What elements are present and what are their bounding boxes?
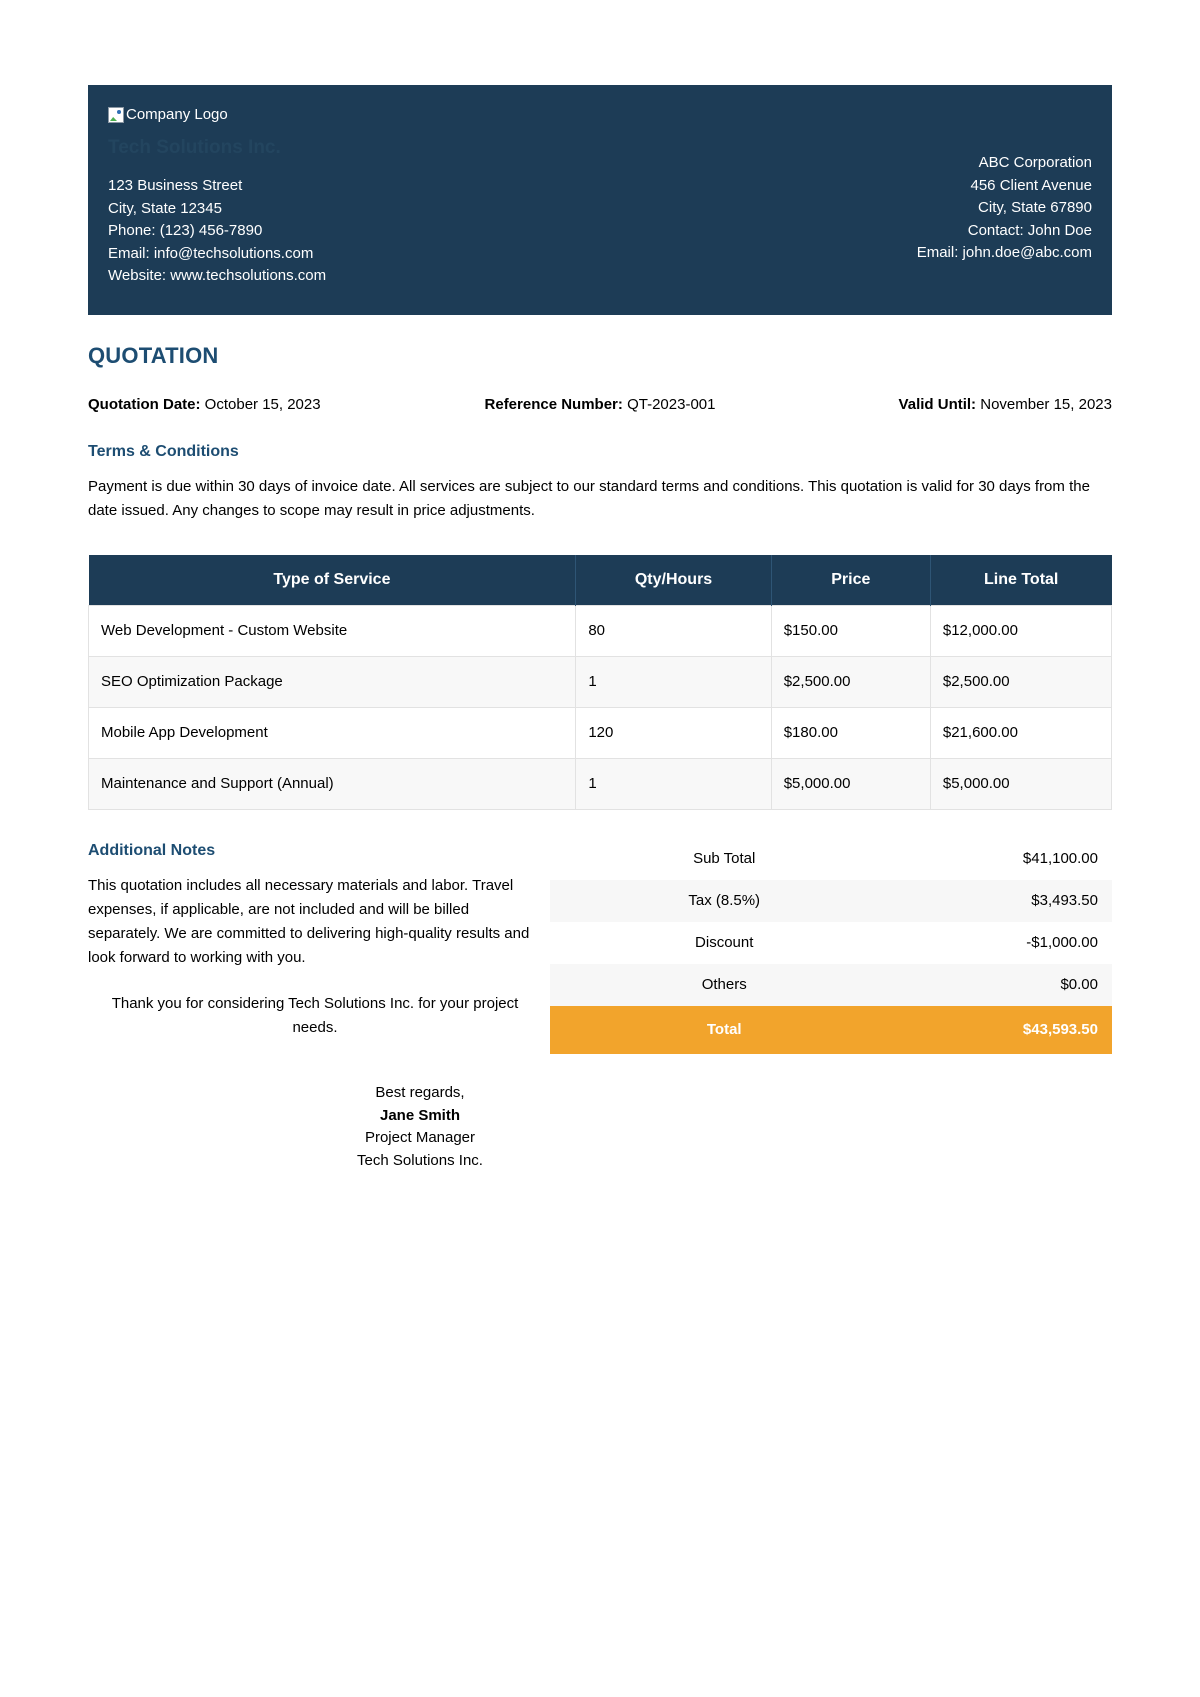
column-header-qty: Qty/Hours [576,555,771,606]
sender-phone: Phone: (123) 456-7890 [108,222,263,239]
additional-notes-text: This quotation includes all necessary materials and labor. Travel expenses, if applicable, are not included and will be billed separately. We are committed to delivering high-quality results and look forward to working with you. [88,877,530,966]
signature-role: Project Manager [364,1129,476,1146]
logo-alt-text: Company Logo [126,106,228,123]
valid-until-label: Valid Until: [898,396,977,413]
sender-address-line: City, State 12345 [108,199,222,217]
sender-block [108,107,326,288]
cell-line-total: $2,500.00 [930,657,1111,708]
company-logo [108,107,326,123]
signature-block [88,1082,1112,1172]
client-block [917,107,1092,265]
signature-company: Tech Solutions Inc. [357,1151,483,1169]
thank-you-text: Thank you for considering Tech Solutions Inc. for your project needs. [111,995,519,1036]
cell-service: Web Development - Custom Website [89,606,576,657]
additional-notes-heading: Additional Notes [88,842,216,859]
terms-heading: Terms & Conditions [88,443,239,460]
tax-value: $3,493.50 [898,880,1112,922]
discount-label: Discount [695,934,754,951]
cell-qty: 1 [576,657,771,708]
column-header-service: Type of Service [89,555,576,606]
subtotal-value: $41,100.00 [1022,850,1098,867]
client-address-line: City, State 67890 [978,199,1092,216]
client-name: ABC Corporation [978,154,1092,171]
sender-address-line: 123 Business Street [108,177,243,194]
totals-table [550,838,1112,1054]
table-row [89,657,1112,708]
column-header-price: Price [771,555,930,606]
others-value: $0.00 [898,964,1112,1006]
line-items-table [88,555,1112,810]
table-header-row [89,555,1112,606]
sender-website: Website: www.techsolutions.com [108,267,327,284]
cell-price: $5,000.00 [771,759,930,810]
quotation-date-field [88,395,429,415]
totals-row-grand-total [550,1006,1112,1054]
subtotal-label: Sub Total [693,850,756,867]
cell-service: Mobile App Development [89,708,576,759]
reference-number-field [429,395,770,415]
others-label: Others [550,964,898,1006]
grand-total-label: Total [550,1006,898,1054]
totals-row-subtotal [550,838,1112,880]
table-header [89,555,1112,606]
table-row [89,606,1112,657]
cell-price: $180.00 [771,708,930,759]
cell-price: $150.00 [771,606,930,657]
cell-price: $2,500.00 [771,657,930,708]
totals-row-others [550,964,1112,1006]
client-address-line: 456 Client Avenue [970,176,1092,194]
table-body [89,606,1112,810]
grand-total-value: $43,593.50 [898,1006,1112,1054]
cell-qty: 80 [576,606,771,657]
company-name: Tech Solutions Inc. [108,137,281,158]
page-title: QUOTATION [88,343,219,368]
valid-until-field [771,395,1112,415]
reference-number-label: Reference Number: [484,396,623,413]
terms-text: Payment is due within 30 days of invoice date. All services are subject to our standard terms and conditions. This quotation is valid for 30 days from the date issued. Any changes to scope may result in price adjustments. [88,478,1090,519]
cell-qty: 1 [576,759,771,810]
cell-line-total: $12,000.00 [930,606,1111,657]
quotation-meta [88,395,1112,415]
client-contact: Contact: John Doe [967,221,1092,239]
table-row [89,708,1112,759]
table-row [89,759,1112,810]
totals-row-discount [550,922,1112,964]
totals-panel [550,832,1112,1054]
quotation-date-value: October 15, 2023 [204,396,321,413]
document-header [88,85,1112,315]
cell-line-total: $21,600.00 [930,708,1111,759]
cell-service: Maintenance and Support (Annual) [89,759,576,810]
valid-until-value: November 15, 2023 [980,396,1112,413]
broken-image-icon [108,107,124,123]
cell-line-total: $5,000.00 [930,759,1111,810]
totals-row-tax [550,880,1112,922]
discount-value: -$1,000.00 [1026,934,1098,951]
signature-name: Jane Smith [379,1106,461,1124]
cell-qty: 120 [576,708,771,759]
column-header-line-total: Line Total [930,555,1111,606]
quotation-date-label: Quotation Date: [88,396,201,413]
signature-closing: Best regards, [375,1084,465,1101]
additional-notes-section [88,832,550,1054]
tax-label: Tax (8.5%) [550,880,898,922]
sender-email: Email: info@techsolutions.com [108,244,314,262]
notes-and-totals [88,832,1112,1054]
reference-number-value: QT-2023-001 [627,396,716,413]
cell-service: SEO Optimization Package [89,657,576,708]
client-email: Email: john.doe@abc.com [916,244,1092,261]
